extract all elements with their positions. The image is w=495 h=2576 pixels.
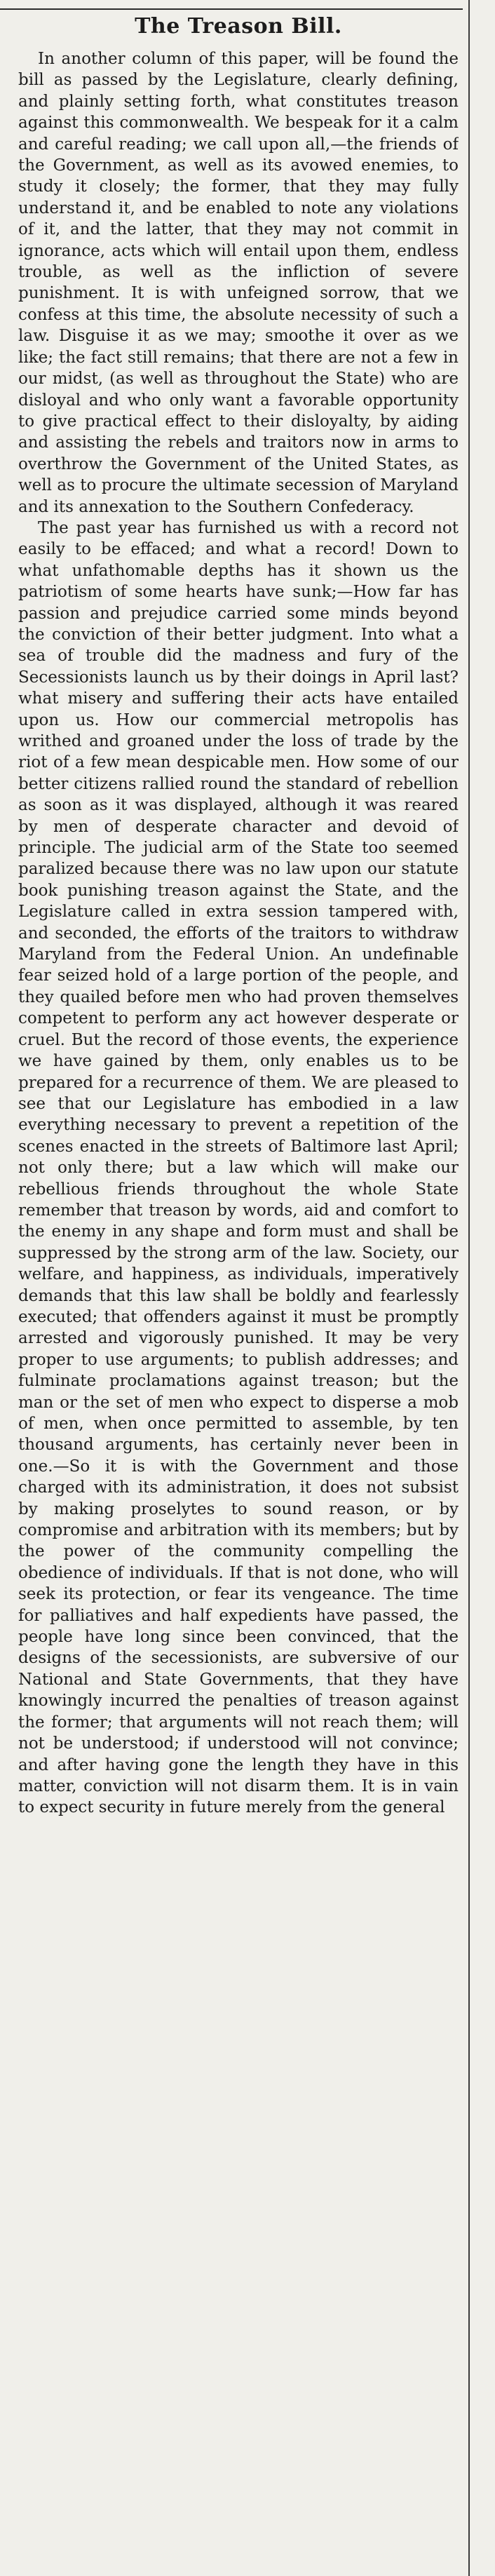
paragraph-2: The past year has furnished us with a record not easily to be effaced; and what a record! Down to what unfathomable depths has it shown us the patriotism of some hearts have sunk;—How far has passion and prejudice carried some minds beyond the conviction of their better judgment. Into what a sea of trouble did the madness and fury of the Secessionists launch us by their doings in April last? what misery and suffering their acts have entailed upon us. How our commercial metropolis has writhed and groaned under the loss of trade by the riot of a few mean despicable men. How some of our better citizens rallied round the standard of rebellion as soon as it was displayed, although it was reared by men of desperate character and devoid of principle. The judicial arm of the State too seemed paralized because there was no law upon our statute book punishing treason against the State, and the Legislature called in extra session tampered with, and seconded, the efforts of the traitors to withdraw Maryland from the Federal Union. An undefinable fear seized hold of a large portion of the people, and they quailed before men who had proven themselves competent to perform any act however desperate or cruel. But the record of those events, the experience we have gained by them, only enables us to be prepared for a recurrence of them. We are pleased to see that our Legislature has embodied in a law everything necessary to prevent a repetition of the scenes enacted in the streets of Baltimore last April; not only there; but a law which will make our rebellious friends throughout the whole State remember that treason by words, aid and comfort to the enemy in any shape and form must and shall be suppressed by the strong arm of the law. Society, our welfare, and happiness, as individuals, imperatively demands that this law shall be boldly and fearlessly executed; that offenders against it must be promptly arrested and vigorously punished. It may be very proper to use arguments; to publish addresses; and fulminate proclamations against treason; but the man or the set of men who expect to disperse a mob of men, when once permitted to assemble, by ten thousand arguments, has certainly never been in one.—So it is with the Government and those charged with its administration, it does not subsist by making proselytes to sound reason, or by compromise and arbitration with its members; but by the power of the community compelling the obedience of individuals. If that is not done, who will seek its protection, or fear its vengeance. The time for palliatives and half expedients have passed, the people have long since been convinced, that the designs of the secessionists, are subversive of our National and State Governments, that they have knowingly incurred the penalties of treason against the former; that arguments will not reach them; will not be understood; if understood will not convince; and after having gone the length they have in this matter, conviction will not disarm them. It is in vain to expect security in future merely from the general <box>18 518 459 1817</box>
paragraph-1: In another column of this paper, will be found the bill as passed by the Legislature, clearly defining, and plainly setting forth, what constitutes treason against this commonwealth. We bespeak for it a calm and careful reading; we call upon all,—the friends of the Government, as well as its avowed enemies, to study it closely; the former, that they may fully understand it, and be enabled to note any violations of it, and the latter, that they may not commit in ignorance, acts which will entail upon them, endless trouble, as well as the infliction of severe punishment. It is with unfeigned sorrow, that we confess at this time, the absolute necessity of such a law. Disguise it as we may; smoothe it over as we like; the fact still remains; that there are not a few in our midst, (as well as throughout the State) who are disloyal and who only want a favorable opportunity to give practical effect to their disloyalty, by aiding and assisting the rebels and traitors now in arms to overthrow the Government of the United States, as well as to procure the ultimate secession of Maryland and its annexation to the Southern Confederacy. <box>18 50 459 516</box>
article-body <box>18 48 459 1819</box>
column-rule <box>468 0 470 2576</box>
article-title: The Treason Bill. <box>135 14 342 39</box>
article-column <box>18 14 459 2574</box>
top-rule <box>0 0 463 10</box>
adjacent-column-fragment <box>473 0 495 2576</box>
